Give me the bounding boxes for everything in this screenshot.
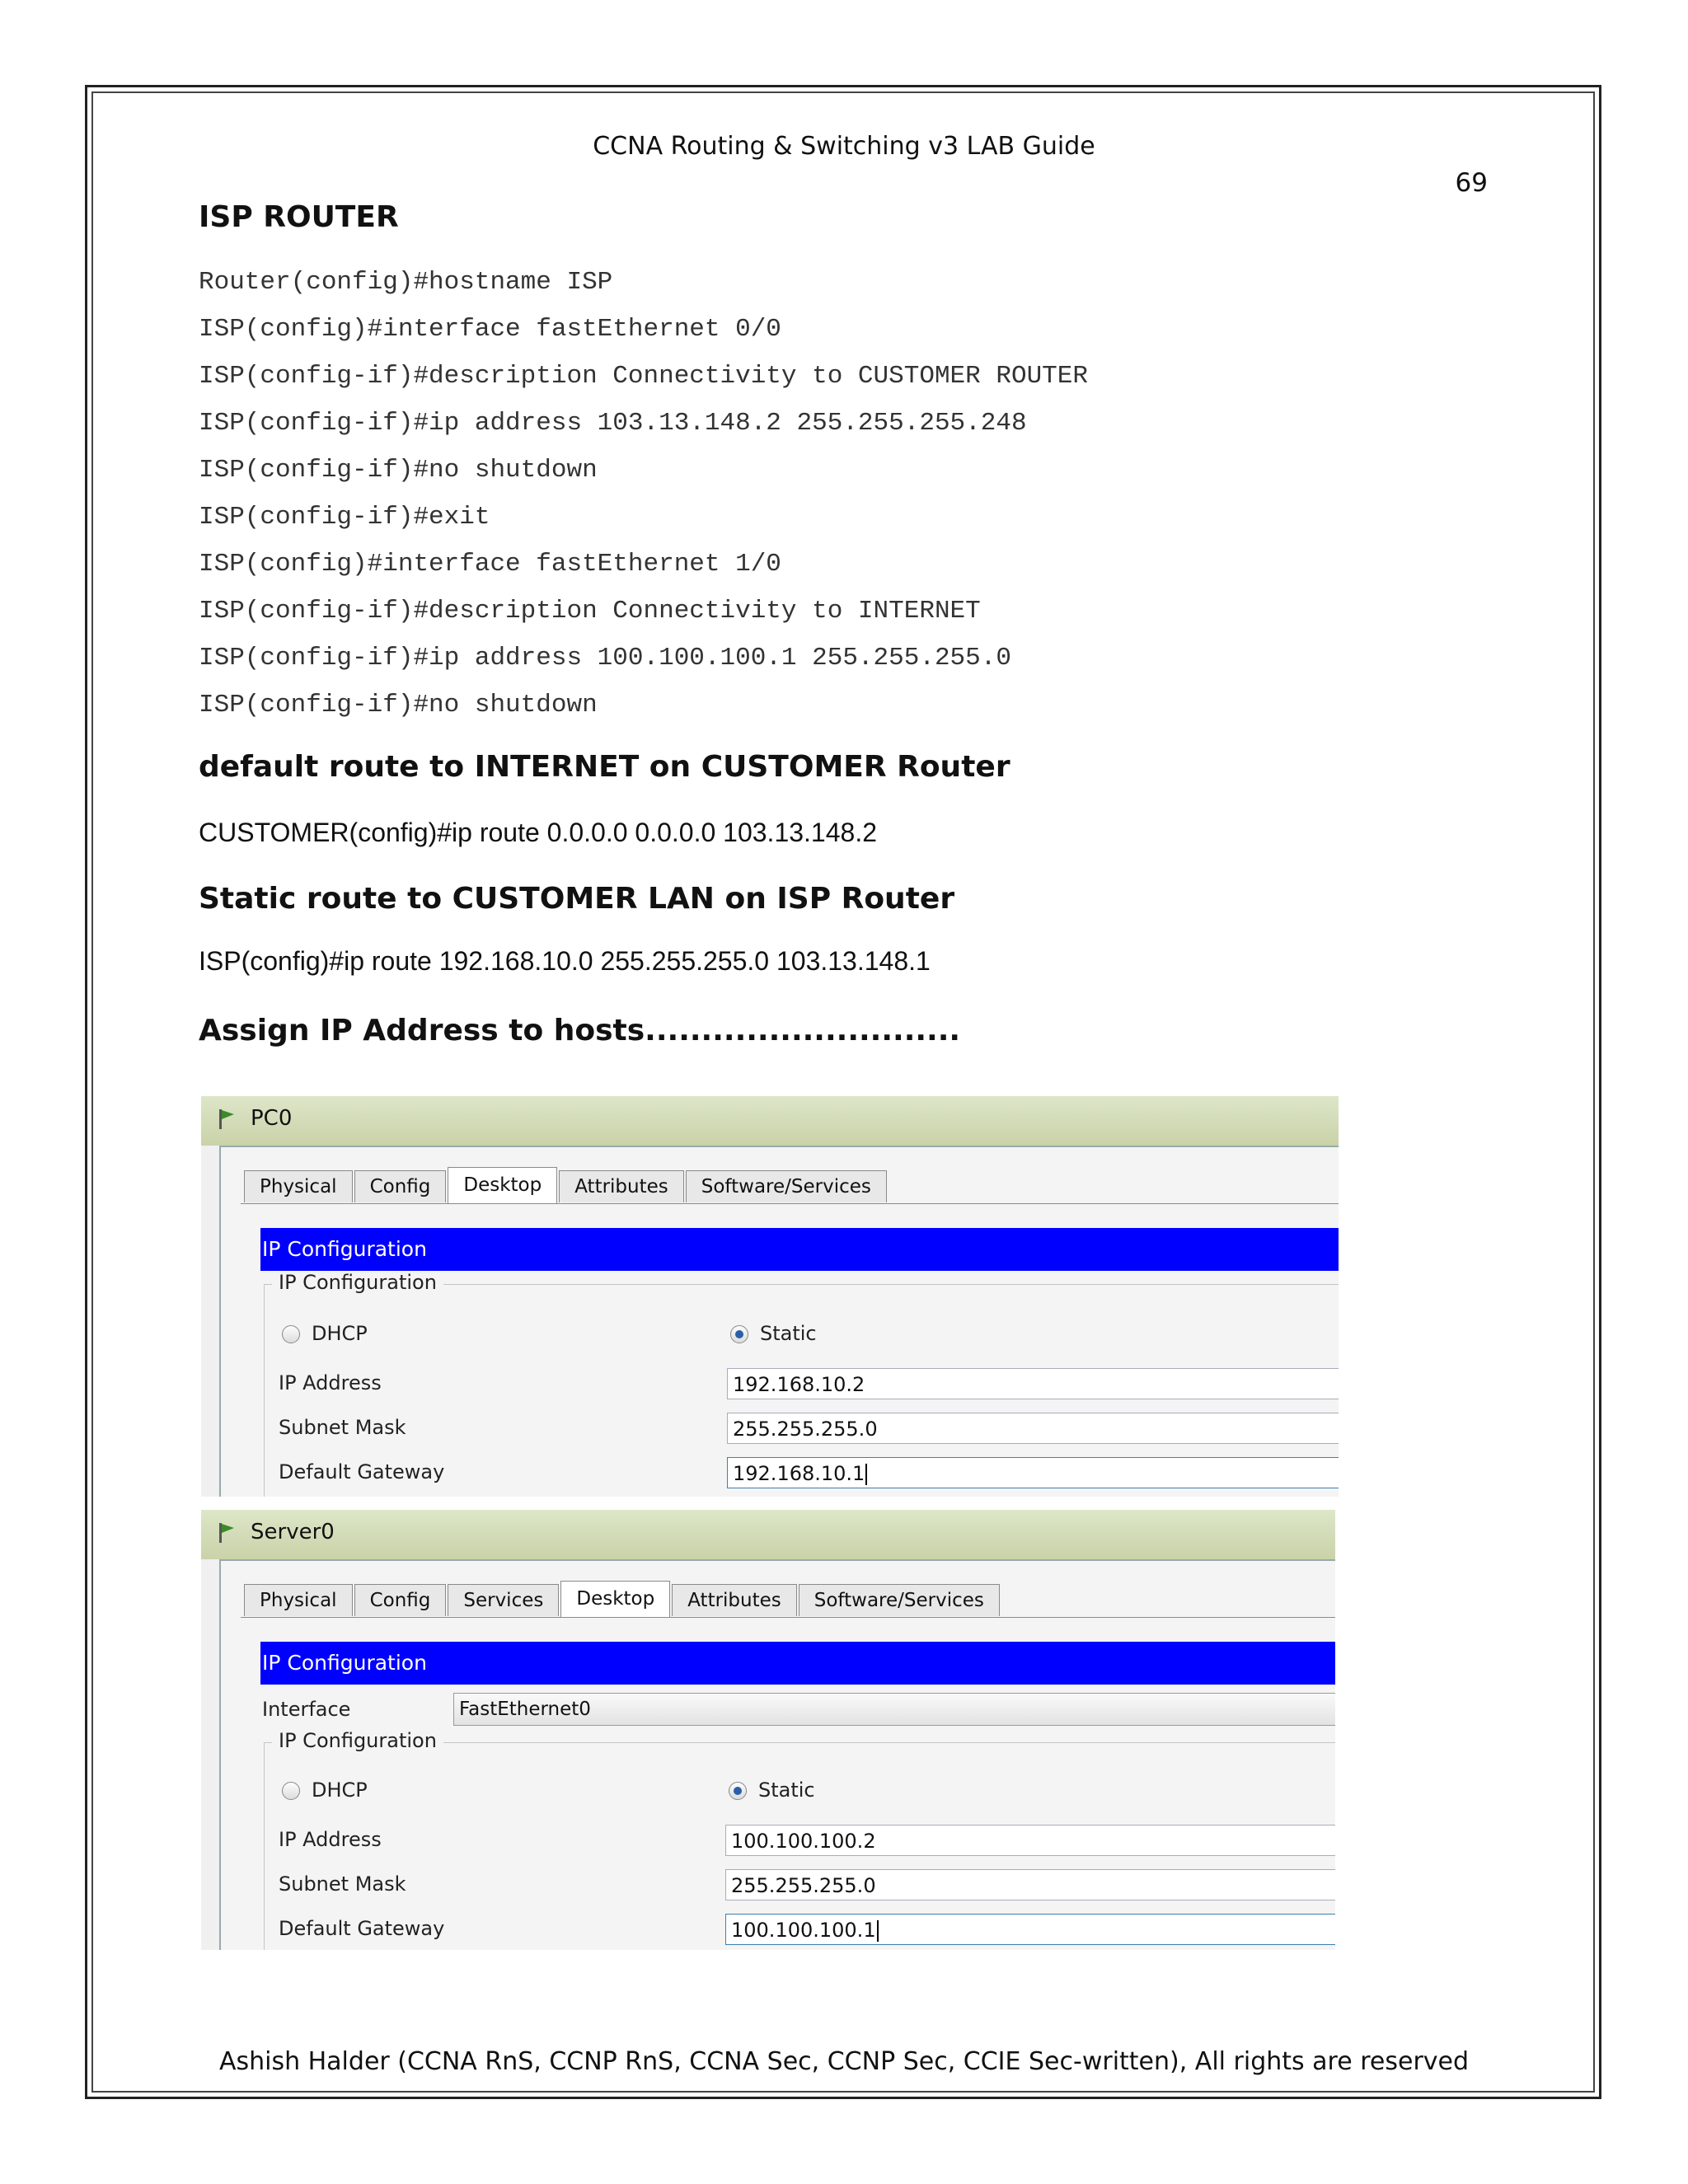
page-footer: Ashish Halder (CCNA RnS, CCNP RnS, CCNA Sec, CCNP Sec, CCIE Sec-written), All rights are reserved: [218, 2047, 1470, 2076]
heading-static-route: Static route to CUSTOMER LAN on ISP Router: [199, 882, 955, 916]
code-line: ISP(config)#interface fastEthernet 0/0: [199, 315, 781, 344]
tab-config[interactable]: Config: [354, 1584, 447, 1616]
code-line: ISP(config-if)#no shutdown: [199, 456, 598, 485]
server0-window: [201, 1510, 1335, 1950]
pc0-static-radio[interactable]: [730, 1325, 748, 1343]
pc0-dhcp-label: DHCP: [312, 1322, 368, 1345]
pc0-mask-input[interactable]: 255.255.255.0: [727, 1413, 1339, 1444]
isp-route-command: ISP(config)#ip route 192.168.10.0 255.255.255.0 103.13.148.1: [199, 946, 931, 976]
tab-config[interactable]: Config: [354, 1170, 447, 1202]
pc0-window: [201, 1096, 1339, 1497]
server0-mask-label: Subnet Mask: [279, 1872, 406, 1896]
heading-default-route: default route to INTERNET on CUSTOMER Router: [199, 750, 1010, 784]
text-caret: [877, 1920, 879, 1942]
isp-config-code: [199, 259, 1088, 729]
code-line: ISP(config-if)#no shutdown: [199, 691, 598, 719]
server0-gateway-label: Default Gateway: [279, 1917, 445, 1940]
tab-software-services[interactable]: Software/Services: [686, 1170, 887, 1202]
text-caret: [865, 1464, 867, 1485]
pc0-ip-config-bar: IP Configuration: [260, 1228, 1339, 1271]
pc0-ip-input[interactable]: 192.168.10.2: [727, 1368, 1339, 1399]
server0-interface-label: Interface: [262, 1698, 351, 1721]
server0-ip-input[interactable]: 100.100.100.2: [725, 1825, 1335, 1856]
customer-route-command: CUSTOMER(config)#ip route 0.0.0.0 0.0.0.0 103.13.148.2: [199, 818, 877, 847]
server0-mask-input[interactable]: 255.255.255.0: [725, 1869, 1335, 1900]
heading-isp-router: ISP ROUTER: [199, 200, 399, 234]
pc0-gateway-label: Default Gateway: [279, 1460, 445, 1483]
pc0-gateway-value: 192.168.10.1: [733, 1462, 865, 1485]
code-line: ISP(config-if)#ip address 103.13.148.2 255.255.255.248: [199, 409, 1027, 438]
server0-dhcp-label: DHCP: [312, 1779, 368, 1802]
pc-icon: [218, 1108, 237, 1131]
pc0-tabs: [244, 1167, 889, 1203]
server0-gateway-input[interactable]: [725, 1914, 1335, 1945]
server0-ip-label: IP Address: [279, 1828, 382, 1851]
code-line: ISP(config-if)#description Connectivity to CUSTOMER ROUTER: [199, 362, 1088, 391]
server0-static-radio[interactable]: [729, 1782, 747, 1800]
tab-attributes[interactable]: Attributes: [559, 1170, 684, 1202]
page-number: 69: [1455, 168, 1488, 198]
pc0-group-title: IP Configuration: [272, 1271, 443, 1294]
code-line: Router(config)#hostname ISP: [199, 268, 613, 297]
server0-interface-select[interactable]: FastEthernet0: [453, 1693, 1335, 1726]
code-line: ISP(config-if)#ip address 100.100.100.1 255.255.255.0: [199, 644, 1011, 673]
tab-physical[interactable]: Physical: [244, 1584, 353, 1616]
pc0-mask-label: Subnet Mask: [279, 1416, 406, 1439]
server0-titlebar: [201, 1510, 1335, 1559]
running-header: CCNA Routing & Switching v3 LAB Guide: [593, 132, 1095, 161]
pc0-static-label: Static: [760, 1322, 817, 1345]
tab-services[interactable]: Services: [448, 1584, 559, 1616]
tab-physical[interactable]: Physical: [244, 1170, 353, 1202]
server0-static-label: Static: [758, 1779, 815, 1802]
server-icon: [218, 1521, 237, 1544]
server0-gateway-value: 100.100.100.1: [731, 1919, 876, 1942]
server0-dhcp-radio[interactable]: [282, 1782, 300, 1800]
tab-attributes[interactable]: Attributes: [672, 1584, 797, 1616]
pc0-body: [219, 1146, 1339, 1497]
server0-tabs: [244, 1581, 1001, 1617]
tab-strip-divider: [241, 1617, 1335, 1618]
server0-title: Server0: [251, 1520, 335, 1544]
server0-ip-config-bar: IP Configuration: [260, 1642, 1335, 1685]
tab-desktop[interactable]: Desktop: [560, 1581, 670, 1618]
tab-software-services[interactable]: Software/Services: [799, 1584, 1000, 1616]
heading-assign-ip: Assign IP Address to hosts............................: [199, 1014, 961, 1047]
code-line: ISP(config-if)#description Connectivity to INTERNET: [199, 597, 981, 626]
pc0-titlebar: [201, 1096, 1339, 1146]
code-line: ISP(config-if)#exit: [199, 503, 490, 532]
pc0-dhcp-radio[interactable]: [282, 1325, 300, 1343]
server0-body: [219, 1559, 1335, 1950]
pc0-ip-label: IP Address: [279, 1371, 382, 1394]
server0-group-title: IP Configuration: [272, 1729, 443, 1752]
pc0-gateway-input[interactable]: [727, 1457, 1339, 1488]
pc0-title: PC0: [251, 1106, 293, 1131]
code-line: ISP(config)#interface fastEthernet 1/0: [199, 550, 781, 579]
tab-strip-divider: [241, 1203, 1339, 1204]
tab-desktop[interactable]: Desktop: [448, 1167, 557, 1204]
